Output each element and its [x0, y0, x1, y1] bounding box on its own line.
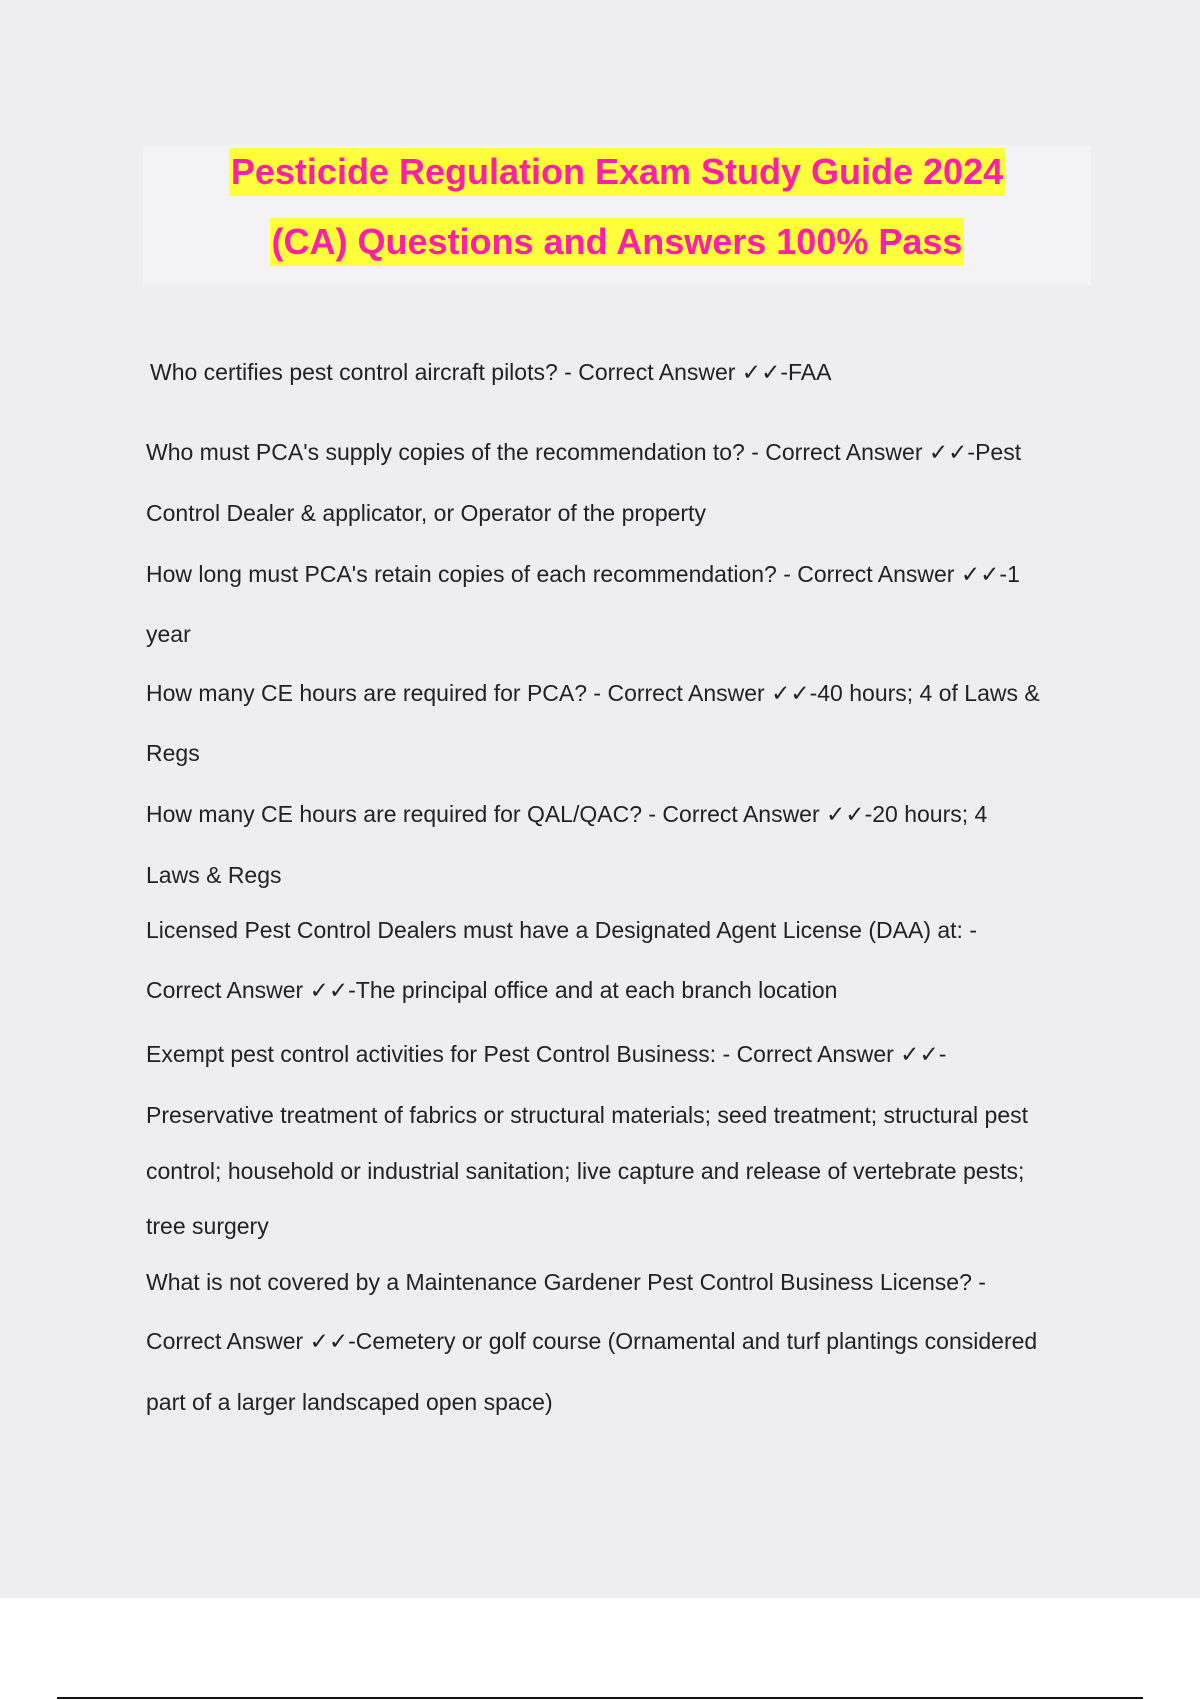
title-line-2: (CA) Questions and Answers 100% Pass: [270, 218, 965, 266]
qa-8-line-2: Correct Answer ✓✓-Cemetery or golf course (Ornamental and turf plantings considered: [146, 1328, 1038, 1354]
title-block: [143, 145, 1091, 285]
qa-8-line-1: What is not covered by a Maintenance Gardener Pest Control Business License? -: [146, 1269, 986, 1295]
qa-1-line-1: Who certifies pest control aircraft pilots? - Correct Answer ✓✓-FAA: [150, 359, 832, 385]
qa-4-line-1: How many CE hours are required for PCA? - Correct Answer ✓✓-40 hours; 4 of Laws &: [146, 680, 1040, 706]
qa-4-line-2: Regs: [146, 740, 200, 766]
qa-2-line-1: Who must PCA's supply copies of the recommendation to? - Correct Answer ✓✓-Pest: [146, 439, 1022, 465]
qa-3-line-2: year: [146, 621, 191, 647]
title-line-1: Pesticide Regulation Exam Study Guide 2024: [229, 148, 1005, 196]
qa-5-line-2: Laws & Regs: [146, 862, 282, 888]
title-line-1-wrap: [143, 148, 1091, 196]
qa-6-line-1: Licensed Pest Control Dealers must have a Designated Agent License (DAA) at: -: [146, 917, 977, 943]
qa-8-line-3: part of a larger landscaped open space): [146, 1389, 553, 1415]
qa-7-line-1: Exempt pest control activities for Pest Control Business: - Correct Answer ✓✓-: [146, 1041, 947, 1067]
qa-6-line-2: Correct Answer ✓✓-The principal office and at each branch location: [146, 977, 838, 1003]
qa-7-line-2: Preservative treatment of fabrics or structural materials; seed treatment; structural pest: [146, 1102, 1029, 1128]
qa-2-line-2: Control Dealer & applicator, or Operator of the property: [146, 500, 706, 526]
qa-3-line-1: How long must PCA's retain copies of each recommendation? - Correct Answer ✓✓-1: [146, 561, 1020, 587]
qa-7-line-3: control; household or industrial sanitation; live capture and release of vertebrate pests;: [146, 1158, 1025, 1184]
title-line-2-wrap: [143, 218, 1091, 266]
qa-5-line-1: How many CE hours are required for QAL/QAC? - Correct Answer ✓✓-20 hours; 4: [146, 801, 988, 827]
qa-7-line-4: tree surgery: [146, 1213, 269, 1239]
footer-divider: [57, 1697, 1143, 1699]
